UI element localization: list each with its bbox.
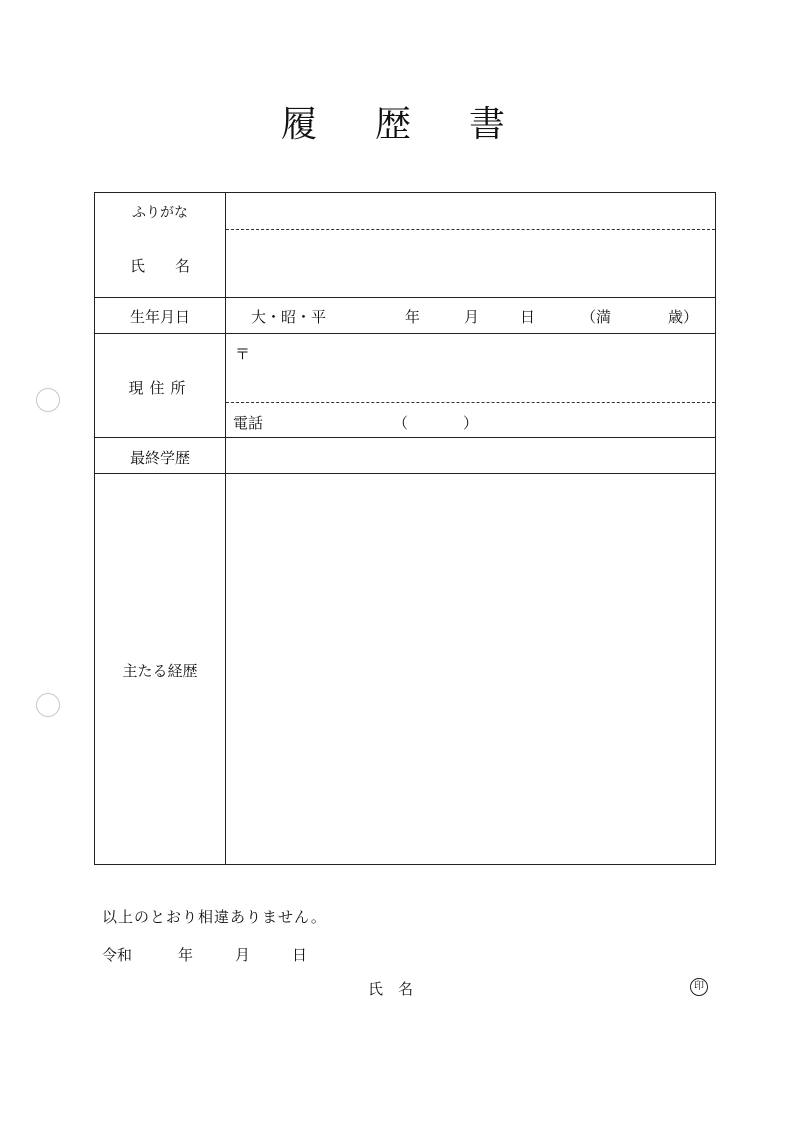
postal-mark: 〒 [235,345,251,363]
footer-name-label: 氏 名 [368,980,414,998]
phone-paren-open: （ [393,414,409,432]
resume-form-table [94,192,716,865]
label-furigana: ふりがな [132,205,188,221]
footer-era: 令和 [102,946,133,964]
row-divider-name [95,297,715,298]
footer-month: 月 [235,946,251,964]
declaration-text: 以上のとおり相違ありません。 [102,908,327,926]
seal-mark: 印 [690,978,708,996]
footer-year: 年 [178,946,194,964]
page-title: 履歴書 [280,104,563,145]
phone-label: 電話 [233,414,264,432]
punch-hole-bottom [36,693,60,717]
birth-month-label: 月 [464,308,480,326]
label-name: 氏 名 [129,257,190,275]
address-phone-separator [226,402,715,403]
phone-paren-close: ） [463,414,479,432]
birth-day-label: 日 [520,308,536,326]
furigana-field[interactable] [226,193,715,229]
label-birthdate: 生年月日 [129,308,190,326]
footer-day: 日 [292,946,308,964]
name-field[interactable] [226,230,715,297]
label-career: 主たる経歴 [122,662,198,680]
birth-era-options: 大・昭・平 [251,308,327,326]
punch-hole-top [36,388,60,412]
education-field[interactable] [226,438,715,473]
label-address: 現住所 [128,379,192,397]
age-close-label: 歳） [668,308,699,326]
age-open-label: （満 [581,308,612,326]
birth-year-label: 年 [405,308,421,326]
address-field[interactable] [226,334,715,402]
label-education: 最終学歴 [129,449,190,467]
career-field[interactable] [226,474,715,864]
